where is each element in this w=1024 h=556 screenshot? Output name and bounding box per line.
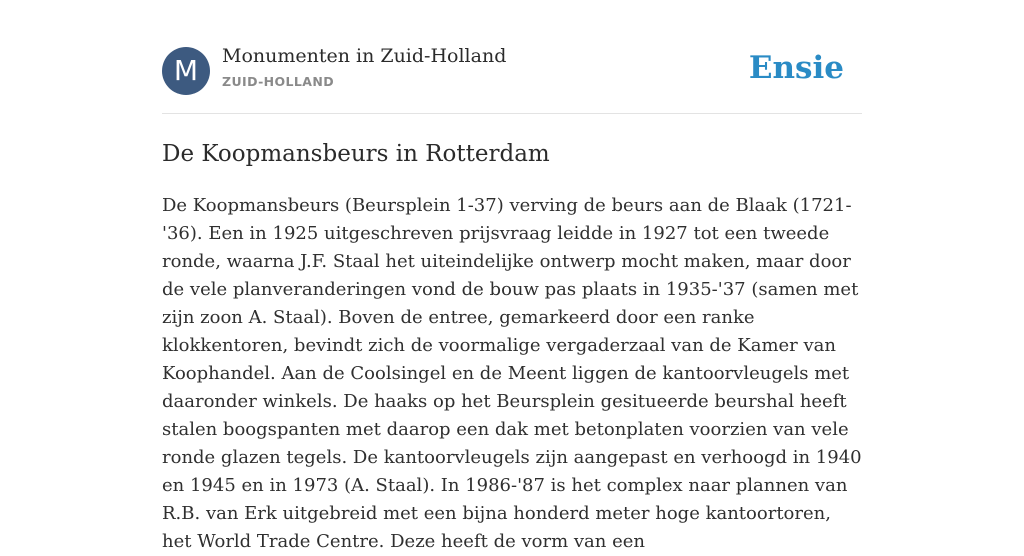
author-name[interactable]: Monumenten in Zuid-Holland	[222, 45, 507, 67]
region-label: ZUID-HOLLAND	[222, 74, 334, 89]
article-card	[162, 0, 862, 556]
header	[162, 0, 862, 114]
avatar[interactable]: M	[162, 47, 210, 95]
article-body: De Koopmansbeurs (Beursplein 1-37) verving de beurs aan de Blaak (1721-'36). Een in 1925 uitgeschreven prijsvraag leidde in 1927 tot een tweede ronde, waarna J.F. Staal het uiteindelijke ontwerp mocht maken, maar door de vele planveranderingen vond de bouw pas plaats in 1935-'37 (samen met zijn zoon A. Staal). Boven de entree, gemarkeerd door een ranke klokkentoren, bevindt zich de voormalige vergaderzaal van de Kamer van Koophandel. Aan de Coolsingel en de Meent liggen de kantoorvleugels met daaronder winkels. De haaks op het Beursplein gesitueerde beurshal heeft stalen boogspanten met daarop een dak met betonplaten voorzien van vele ronde glazen tegels. De kantoorvleugels zijn aangepast en verhoogd in 1940 en 1945 en in 1973 (A. Staal). In 1986-'87 is het complex naar plannen van R.B. van Erk uitgebreid met een bijna honderd meter hoge kantoortoren, het World Trade Centre. Deze heeft de vorm van een	[162, 195, 862, 552]
article-title: De Koopmansbeurs in Rotterdam	[162, 141, 550, 167]
ensie-logo[interactable]: Ensie	[748, 50, 844, 86]
